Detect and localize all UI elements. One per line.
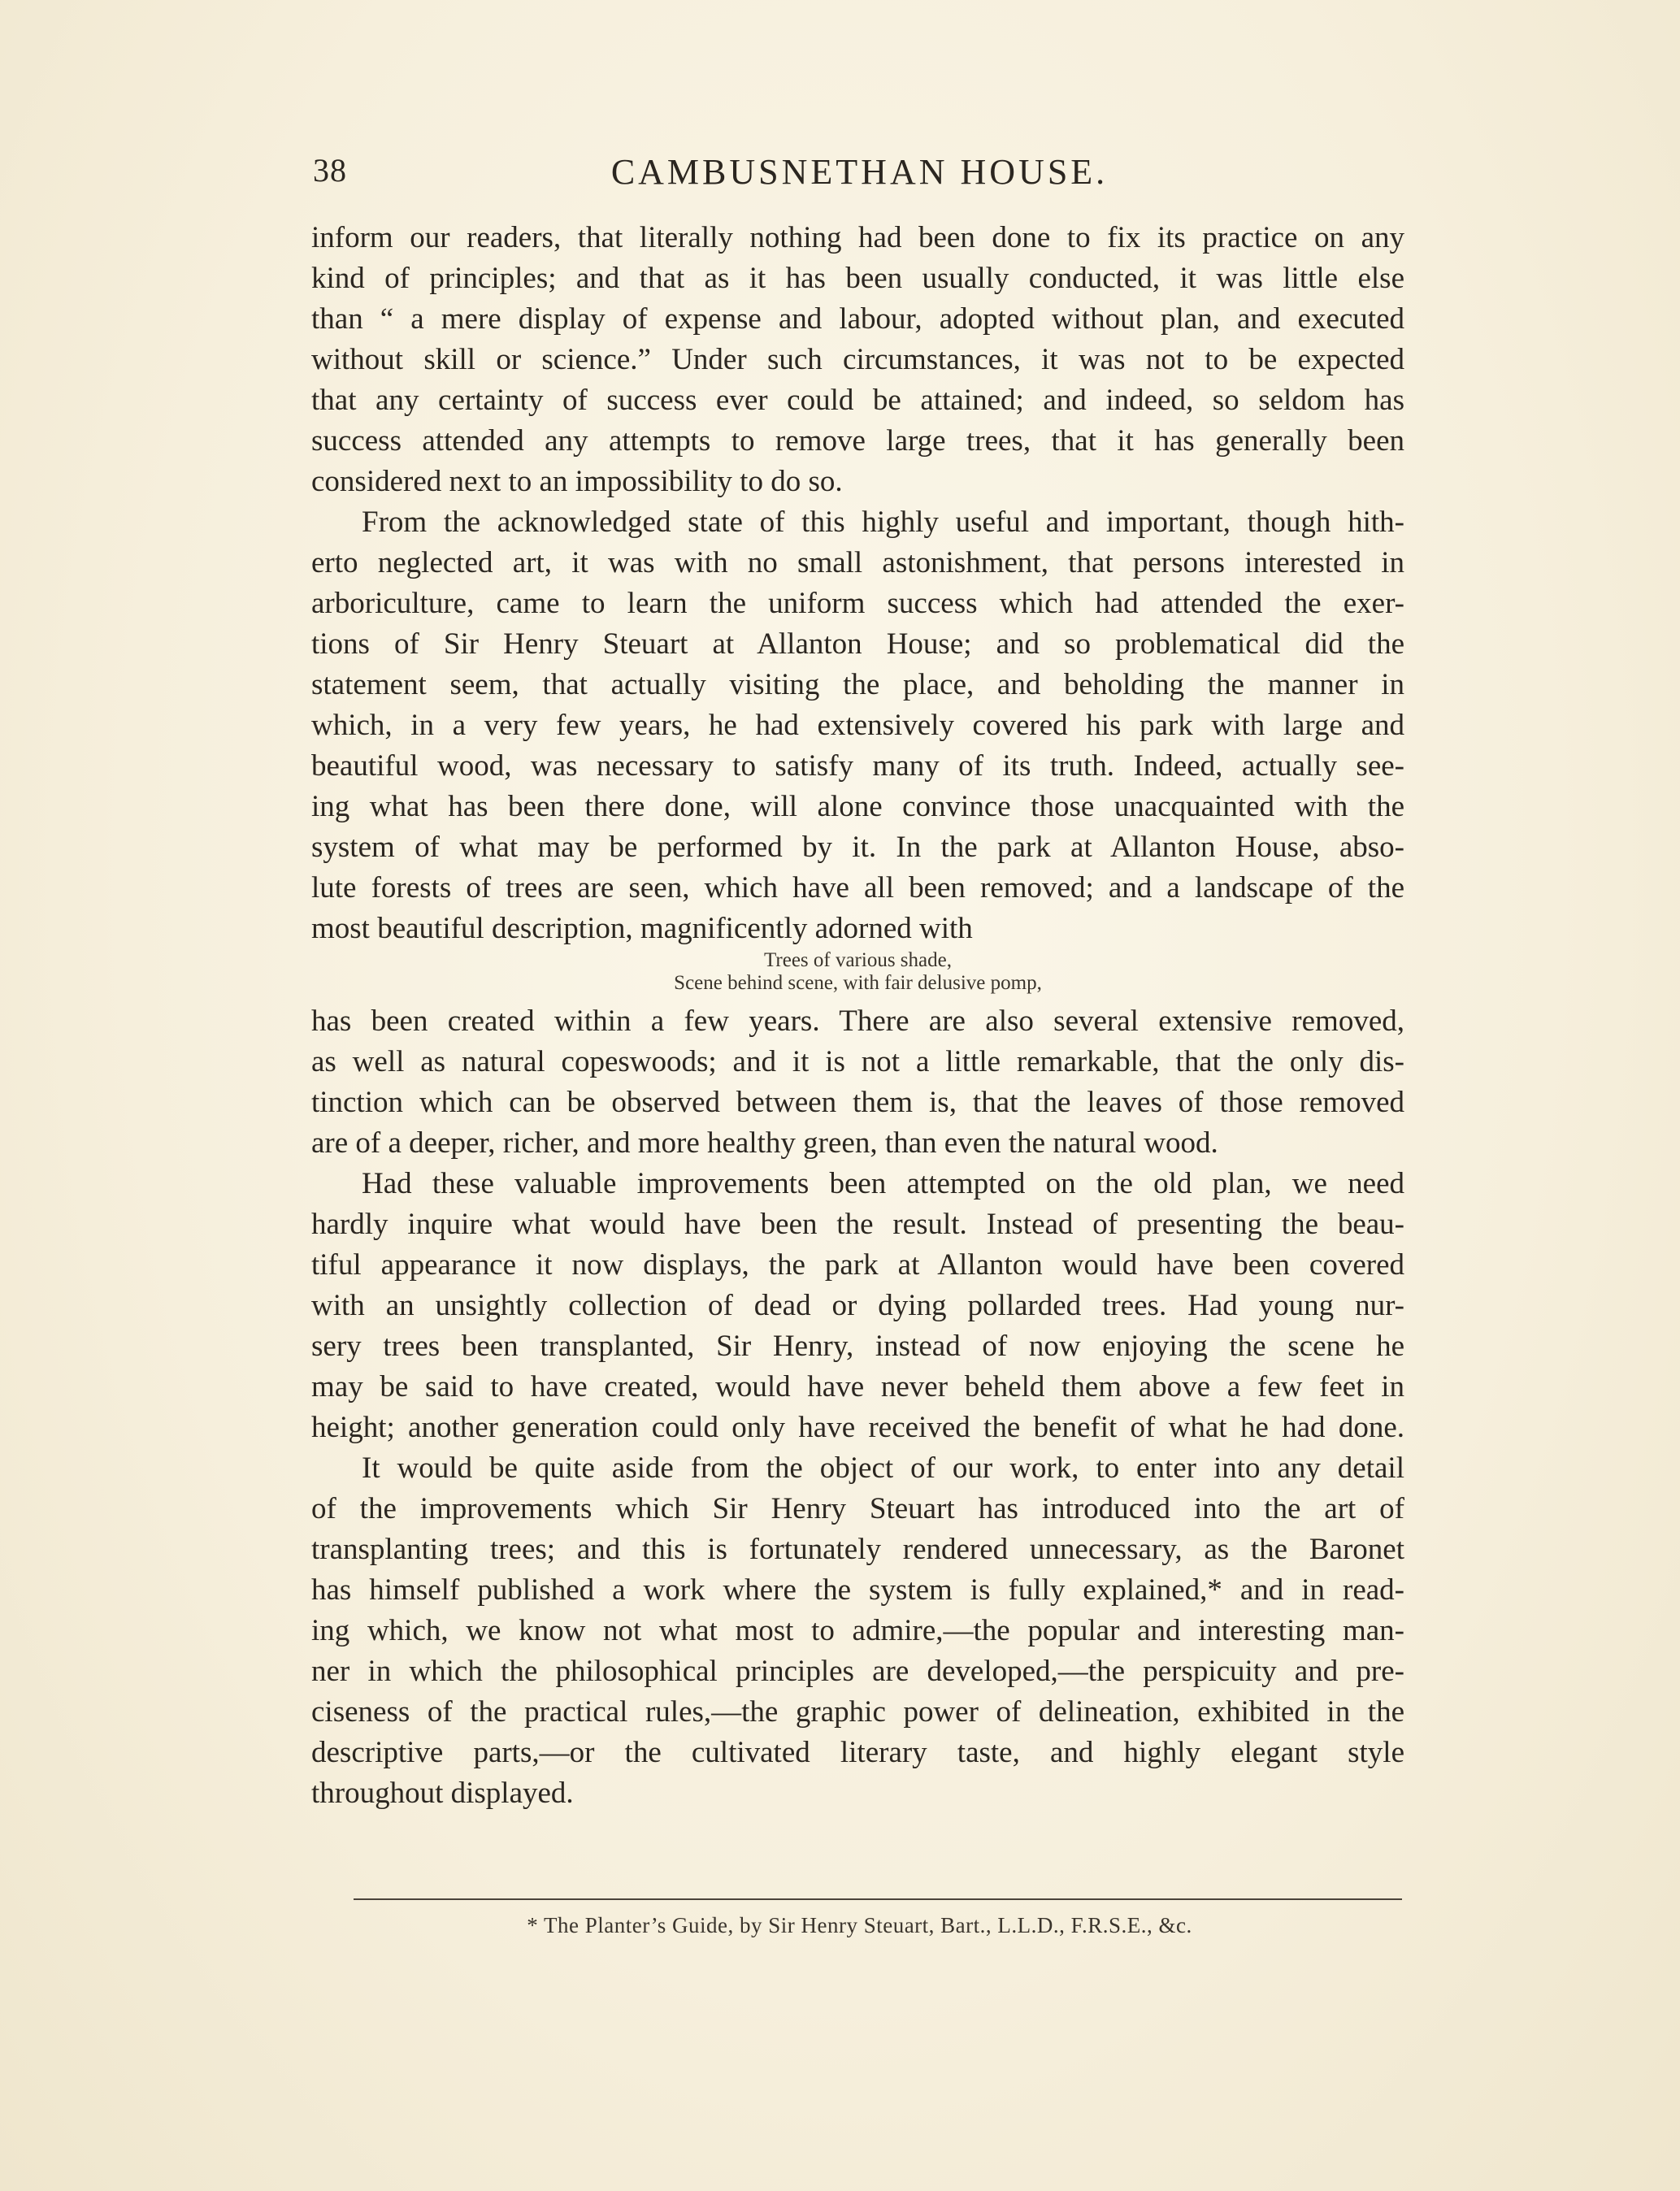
page-number: 38	[313, 152, 347, 189]
text-line: throughout displayed.	[311, 1777, 574, 1810]
footnote: * The Planter’s Guide, by Sir Henry Steuart, Bart., L.L.D., F.R.S.E., &c.	[527, 1913, 1192, 1937]
text-line: system of what may be performed by it. In the park at Allanton House, abso-	[311, 831, 1404, 864]
verse-quote-line: Trees of various shade,	[764, 949, 952, 971]
text-line: with an unsightly collection of dead or dying pollarded trees. Had young nur-	[311, 1289, 1404, 1322]
text-line: inform our readers, that literally nothing had been done to fix its practice on any	[311, 221, 1404, 254]
footnote-rule	[354, 1898, 1402, 1900]
text-line: ciseness of the practical rules,—the graphic power of delineation, exhibited in the	[311, 1695, 1404, 1729]
text-line: ner in which the philosophical principles are developed,—the perspicuity and pre-	[311, 1655, 1404, 1688]
text-line: beautiful wood, was necessary to satisfy many of its truth. Indeed, actually see-	[311, 749, 1404, 783]
text-line: which, in a very few years, he had extensively covered his park with large and	[311, 709, 1404, 742]
text-line: that any certainty of success ever could be attained; and indeed, so seldom has	[311, 384, 1404, 417]
text-line: height; another generation could only have received the benefit of what he had done.	[311, 1411, 1404, 1444]
text-line: has been created within a few years. There are also several extensive removed,	[311, 1004, 1404, 1038]
text-line: tinction which can be observed between them is, that the leaves of those removed	[311, 1086, 1404, 1119]
text-line: ing which, we know not what most to admire,—the popular and interesting man-	[311, 1614, 1404, 1647]
text-line: considered next to an impossibility to do so.	[311, 465, 843, 498]
text-line: than “ a mere display of expense and labour, adopted without plan, and executed	[311, 302, 1404, 336]
text-line: arboriculture, came to learn the uniform success which had attended the exer-	[311, 587, 1404, 620]
text-line: Had these valuable improvements been attempted on the old plan, we need	[362, 1167, 1404, 1200]
text-line: tiful appearance it now displays, the park at Allanton would have been covered	[311, 1248, 1404, 1282]
text-line: most beautiful description, magnificently adorned with	[311, 912, 973, 945]
text-line: From the acknowledged state of this highly useful and important, though hith-	[362, 505, 1404, 539]
text-line: are of a deeper, richer, and more healthy green, than even the natural wood.	[311, 1126, 1218, 1160]
text-line: of the improvements which Sir Henry Steuart has introduced into the art of	[311, 1492, 1404, 1525]
running-head: CAMBUSNETHAN HOUSE.	[610, 152, 1109, 192]
text-line: lute forests of trees are seen, which have all been removed; and a landscape of the	[311, 871, 1404, 905]
text-line: ing what has been there done, will alone convince those unacquainted with the	[311, 790, 1404, 823]
text-line: sery trees been transplanted, Sir Henry, instead of now enjoying the scene he	[311, 1330, 1404, 1363]
verse-quote-line: Scene behind scene, with fair delusive pomp,	[674, 972, 1042, 994]
text-line: It would be quite aside from the object of our work, to enter into any detail	[362, 1451, 1404, 1485]
text-line: statement seem, that actually visiting the place, and beholding the manner in	[311, 668, 1404, 701]
text-line: has himself published a work where the system is fully explained,* and in read-	[311, 1573, 1404, 1607]
text-line: kind of principles; and that as it has been usually conducted, it was little else	[311, 262, 1404, 295]
text-line: may be said to have created, would have never beheld them above a few feet in	[311, 1370, 1404, 1404]
page-header	[313, 151, 1406, 200]
text-line: erto neglected art, it was with no small astonishment, that persons interested in	[311, 546, 1404, 579]
text-line: success attended any attempts to remove large trees, that it has generally been	[311, 424, 1404, 458]
text-line: hardly inquire what would have been the result. Instead of presenting the beau-	[311, 1208, 1404, 1241]
text-line: without skill or science.” Under such circumstances, it was not to be expected	[311, 343, 1404, 376]
text-line: as well as natural copeswoods; and it is not a little remarkable, that the only dis-	[311, 1045, 1404, 1078]
quote-spacer	[311, 995, 1404, 1001]
text-line: transplanting trees; and this is fortunately rendered unnecessary, as the Baronet	[311, 1533, 1404, 1566]
body-text	[311, 218, 1404, 1814]
text-line: descriptive parts,—or the cultivated literary taste, and highly elegant style	[311, 1736, 1404, 1769]
text-line: tions of Sir Henry Steuart at Allanton House; and so problematical did the	[311, 627, 1404, 661]
